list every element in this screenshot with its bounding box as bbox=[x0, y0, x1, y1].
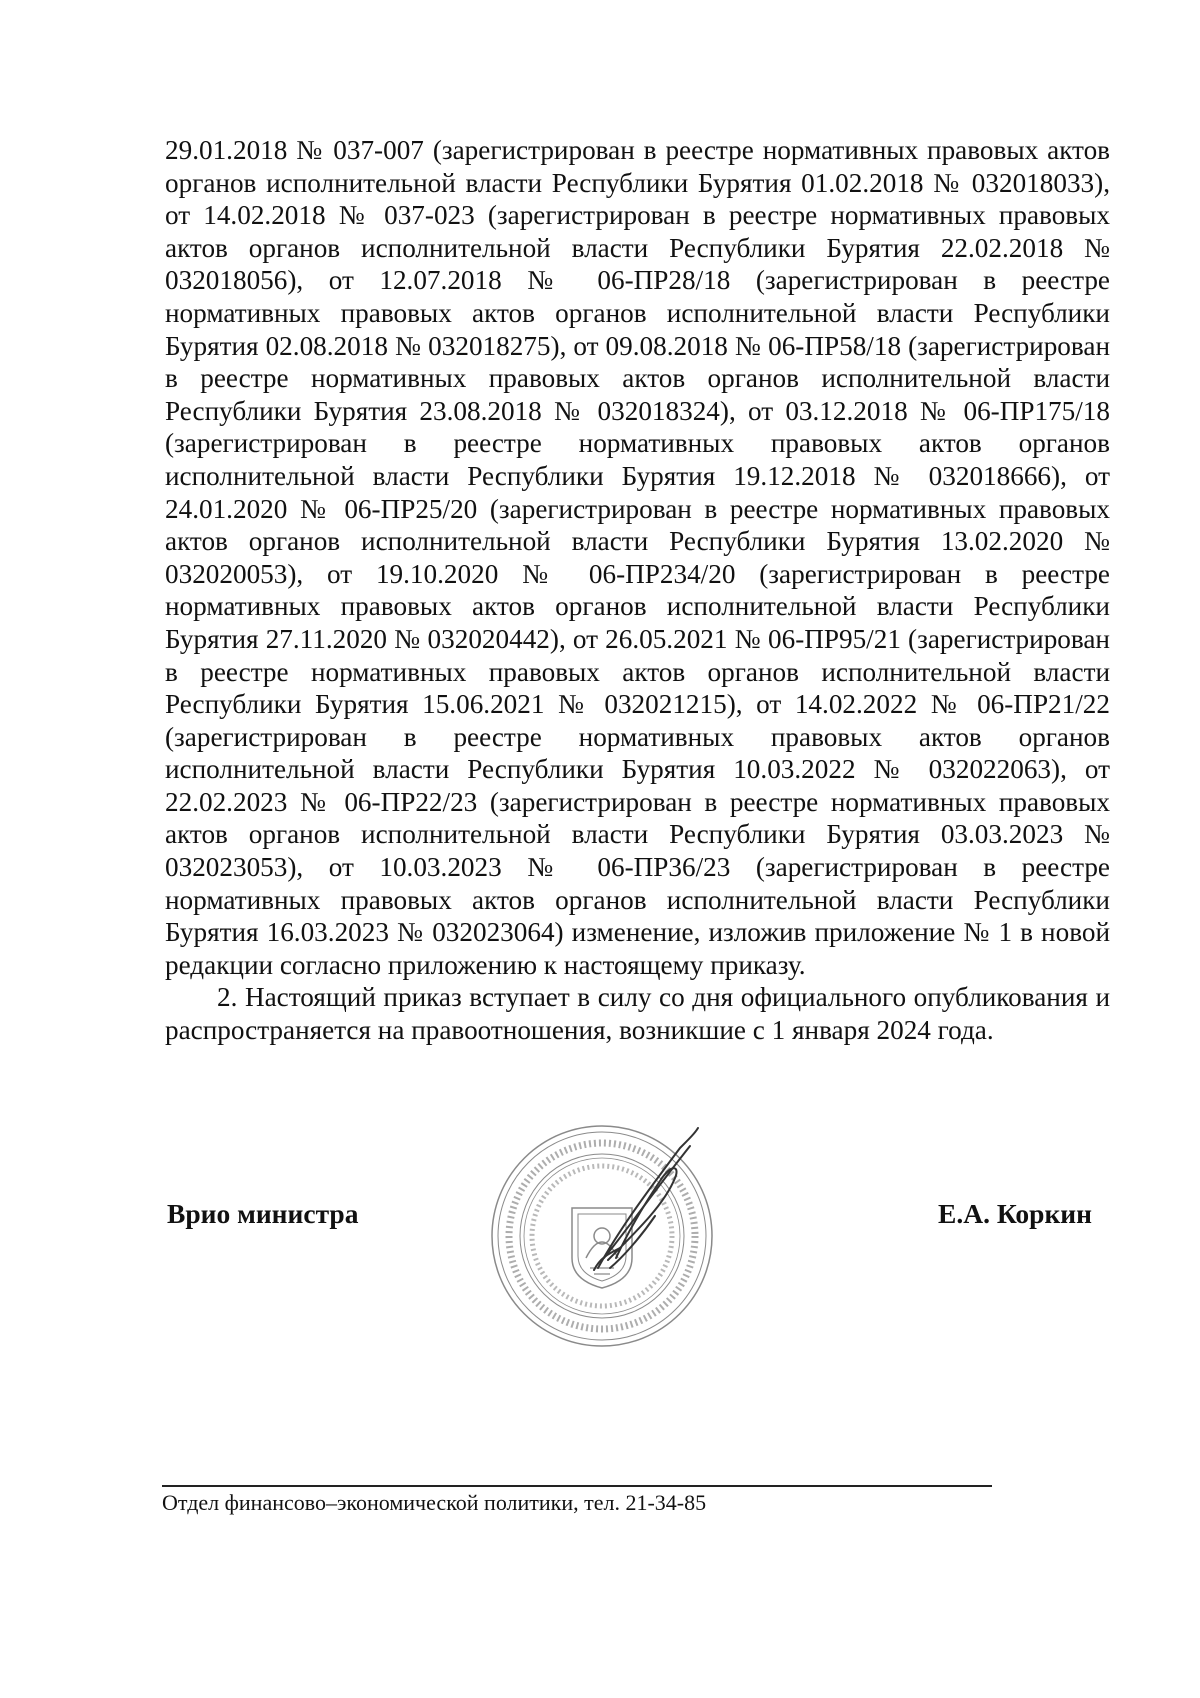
footer-department-contact: Отдел финансово–экономической политики, тел. 21-34-85 bbox=[162, 1490, 707, 1515]
official-seal-icon bbox=[490, 1108, 740, 1358]
paragraph-effective-date: 2. Настоящий приказ вступает в силу со дня официального опубликования и распространяется на правоотношения, возникшие с 1 января 2024 года. bbox=[165, 982, 1110, 1046]
document-body bbox=[165, 134, 1110, 1047]
paragraph-amendments: 29.01.2018 № 037-007 (зарегистрирован в реестре нормативных правовых актов органов исполнительной власти Республики Бурятия 01.02.2018 № 032018033), от 14.02.2018 № 037-023 (зарегистрирован в реестре нормативных правовых актов органов исполнительной власти Республики Бурятия 22.02.2018 № 032018056), от 12.07.2018 № 06-ПР28/18 (зарегистрирован в реестре нормативных правовых актов органов исполнительной власти Республики Бурятия 02.08.2018 № 032018275), от 09.08.2018 № 06-ПР58/18 (зарегистрирован в реестре нормативных правовых актов органов исполнительной власти Республики Бурятия 23.08.2018 № 032018324), от 03.12.2018 № 06-ПР175/18 (зарегистрирован в реестре нормативных правовых актов органов исполнительной власти Республики Бурятия 19.12.2018 № 032018666), от 24.01.2020 № 06-ПР25/20 (зарегистрирован в реестре нормативных правовых актов органов исполнительной власти Республики Бурятия 13.02.2020 № 032020053), от 19.10.2020 № 06-ПР234/20 (зарегистрирован в реестре нормативных правовых актов органов исполнительной власти Республики Бурятия 27.11.2020 № 032020442), от 26.05.2021 № 06-ПР95/21 (зарегистрирован в реестре нормативных правовых актов органов исполнительной власти Республики Бурятия 15.06.2021 № 032021215), от 14.02.2022 № 06-ПР21/22 (зарегистрирован в реестре нормативных правовых актов органов исполнительной власти Республики Бурятия 10.03.2022 № 032022063), от 22.02.2023 № 06-ПР22/23 (зарегистрирован в реестре нормативных правовых актов органов исполнительной власти Республики Бурятия 03.03.2023 № 032023053), от 10.03.2023 № 06-ПР36/23 (зарегистрирован в реестре нормативных правовых актов органов исполнительной власти Республики Бурятия 16.03.2023 № 032023064) изменение, изложив приложение № 1 в новой редакции согласно приложению к настоящему приказу. bbox=[165, 135, 1110, 980]
signatory-name: Е.А. Коркин bbox=[938, 1198, 1092, 1229]
signatory-title: Врио министра bbox=[167, 1198, 359, 1229]
footer-divider bbox=[162, 1485, 992, 1487]
